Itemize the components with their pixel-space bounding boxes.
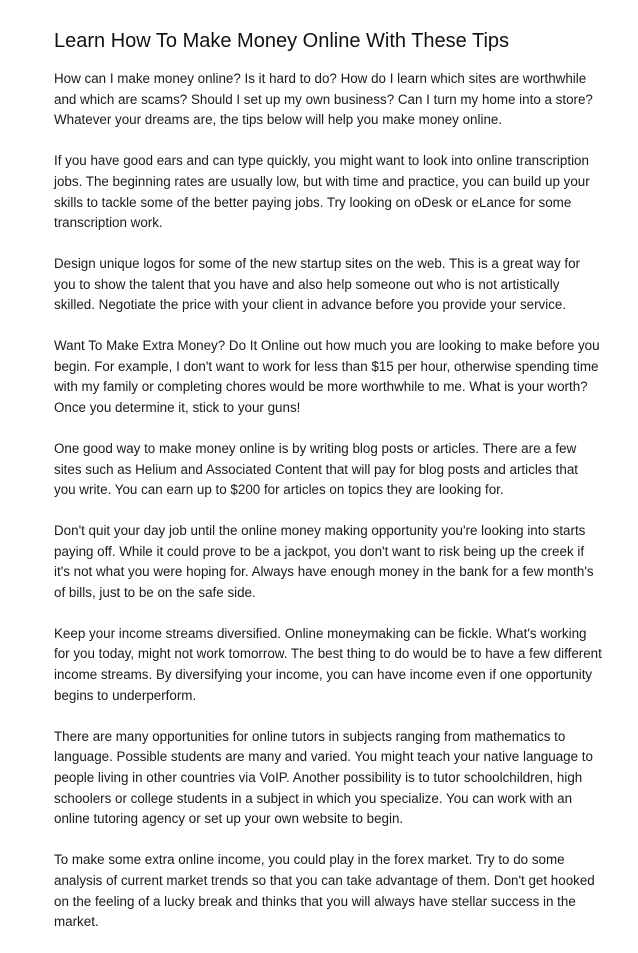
document-title: Learn How To Make Money Online With These Tips	[54, 30, 510, 52]
paragraph-income-streams: Keep your income streams diversified. Online moneymaking can be fickle. What's working for you today, might not work tomorrow. The best thing to do would be to have a few different income streams. By diversifying your income, you can have income even if one opportunity begins to underperform.	[54, 625, 602, 703]
paragraph-intro: How can I make money online? Is it hard to do? How do I learn which sites are worthwhile and which are scams? Should I set up my own business? Can I turn my home into a store? Whatever your dreams are, the tips below will help you make money online.	[54, 71, 593, 128]
paragraph-logos: Design unique logos for some of the new startup sites on the web. This is a great way for you to show the talent that you have and also help someone out who is not artistically skilled. Negotiate the price with your client in advance before you provide your service.	[54, 255, 580, 313]
paragraph-blog-posts: One good way to make money online is by writing blog posts or articles. There are a few sites such as Helium and Associated Content that will pay for blog posts and articles that you write. You can earn up to $200 for articles on topics they are looking for.	[54, 440, 578, 498]
document-page	[54, 28, 602, 953]
paragraph-extra-money: Want To Make Extra Money? Do It Online out how much you are looking to make before you begin. For example, I don't want to work for less than $15 per hour, otherwise spending time with my family or completing chores would be more worthwhile to me. What is your worth? Once you determine it, stick to your guns!	[54, 338, 600, 416]
paragraph-day-job: Don't quit your day job until the online money making opportunity you're looking into starts paying off. While it could prove to be a jackpot, you don't want to risk being up the creek if it's not what you were hoping for. Always have enough money in the bank for a few month's of bills, just to be on the safe side.	[54, 522, 594, 601]
paragraph-transcription: If you have good ears and can type quickly, you might want to look into online transcription jobs. The beginning rates are usually low, but with time and practice, you can build up your skills to tackle some of the better paying jobs. Try looking on oDesk or eLance for some transcription work.	[54, 153, 590, 231]
paragraph-forex: To make some extra online income, you could play in the forex market. Try to do some analysis of current market trends so that you can take advantage of them. Don't get hooked on the feeling of a lucky break and thinks that you will always have stellar success in the market.	[54, 852, 595, 930]
paragraph-tutoring: There are many opportunities for online tutors in subjects ranging from mathematics to language. Possible students are many and varied. You might teach your native language to people living in other countries via VoIP. Another possibility is to tutor schoolchildren, high schoolers or college students in a subject in which you specialize. You can work with an online tutoring agency or set up your own website to begin.	[54, 728, 593, 827]
